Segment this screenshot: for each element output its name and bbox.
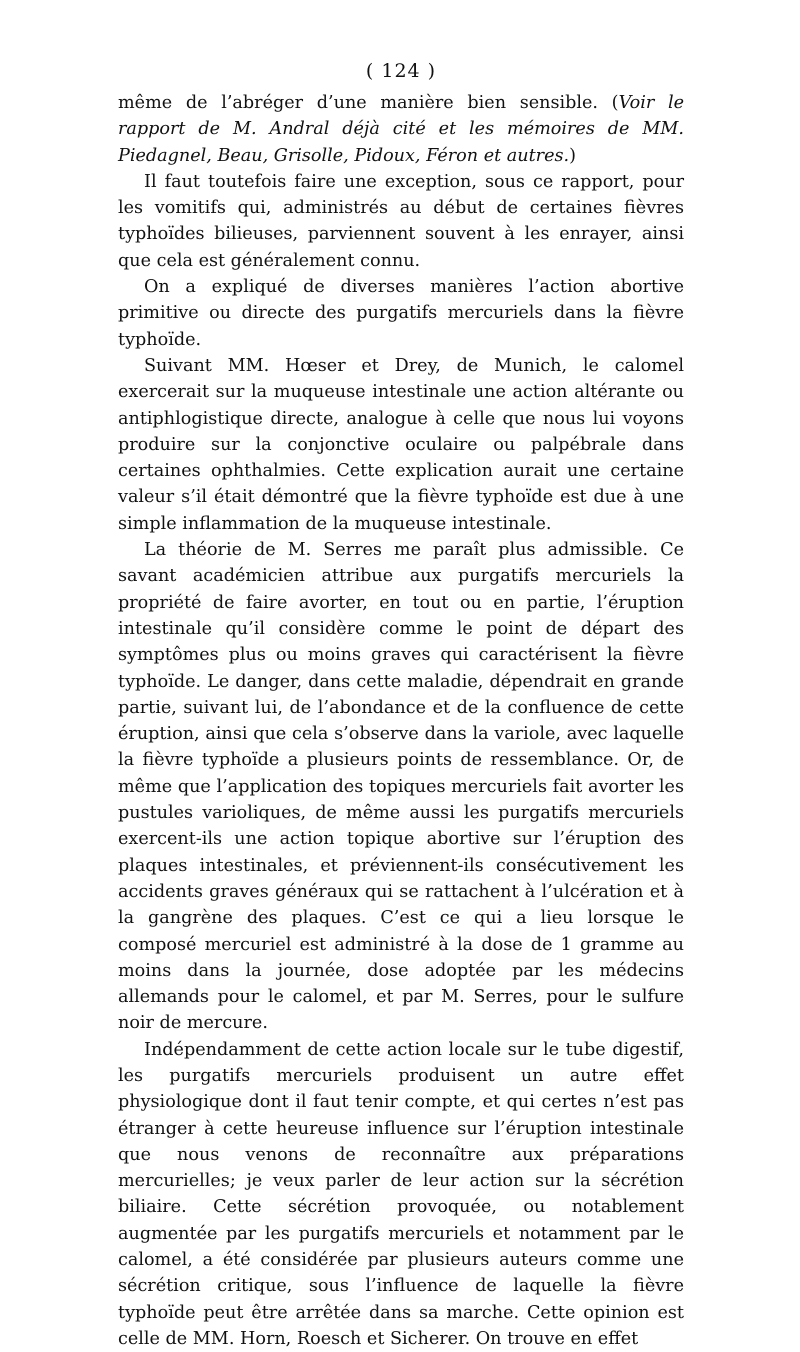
paragraph-4 xyxy=(118,353,684,537)
paragraph-5-text: La théorie de M. Serres me paraît plus admissible. Ce savant académicien attribue aux purgatifs mercuriels la propriété de faire avorter, en tout ou en partie, l’éruption intestinale qu’il considère comme le point de départ des symptômes plus ou moins graves qui caractérisent la fièvre typhoïde. Le danger, dans cette maladie, dépendrait en grande partie, suivant lui, de l’abondance et de la confluence de cette éruption, ainsi que cela s’observe dans la variole, avec laquelle la fièvre typhoïde a plusieurs points de ressemblance. Or, de même que l’application des topiques mercuriels fait avorter les pustules varioliques, de même aussi les purgatifs mercuriels exercent-ils une action topique abortive sur l’éruption des plaques intestinales, et préviennent-ils consécutivement les accidents graves généraux qui se rattachent à l’ulcération et à la gangrène des plaques. C’est ce qui a lieu lorsque le composé mercuriel est administré à la dose de 1 gramme au moins dans la journée, dose adoptée par les médecins allemands pour le calomel, et par M. Serres, pour le sulfure noir de mercure. xyxy=(118,540,684,1034)
paragraph-2 xyxy=(118,169,684,274)
paragraph-1-text-b: ) xyxy=(569,145,576,166)
book-page xyxy=(118,58,684,1352)
paragraph-5 xyxy=(118,537,684,1037)
paragraph-3 xyxy=(118,274,684,353)
paragraph-2-text: Il faut toutefois faire une exception, sous ce rapport, pour les vomitifs qui, administrés au début de certaines fièvres typhoïdes bilieuses, parviennent souvent à les enrayer, ainsi que cela est généralement connu. xyxy=(118,171,684,271)
paragraph-1-citation: Voir le rapport de M. Andral déjà cité et les mémoires de MM. Piedagnel, Beau, Grisolle, Pidoux, Féron et autres. xyxy=(118,93,684,166)
paragraph-3-text: On a expliqué de diverses manières l’action abortive primitive ou directe des purgatifs mercuriels dans la fièvre typhoïde. xyxy=(118,277,684,350)
paragraph-6 xyxy=(118,1037,684,1352)
paragraph-4-text: Suivant MM. Hœser et Drey, de Munich, le calomel exercerait sur la muqueuse intestinale une action altérante ou antiphlogistique directe, analogue à celle que nous lui voyons produire sur la conjonctive oculaire ou palpébrale dans certaines ophthalmies. Cette explication aurait une certaine valeur s’il était démontré que la fièvre typhoïde est due à une simple inflammation de la muqueuse intestinale. xyxy=(118,355,684,534)
page-number: ( 124 ) xyxy=(365,60,437,82)
paragraph-1 xyxy=(118,90,684,169)
paragraph-6-text: Indépendamment de cette action locale sur le tube digestif, les purgatifs mercuriels produisent un autre effet physiologique dont il faut tenir compte, et qui certes n’est pas étranger à cette heureuse influence sur l’éruption intestinale que nous venons de reconnaître aux préparations mercurielles; je veux parler de leur action sur la sécrétion biliaire. Cette sécrétion provoquée, ou notablement augmentée par les purgatifs mercuriels et notamment par le calomel, a été considérée par plusieurs auteurs comme une sécrétion critique, sous l’influence de laquelle la fièvre typhoïde peut être arrêtée dans sa marche. Cette opinion est celle de MM. Horn, Roesch et Sicherer. On trouve en effet xyxy=(118,1039,684,1349)
paragraph-1-text-a: même de l’abréger d’une manière bien sensible. ( xyxy=(118,93,619,113)
